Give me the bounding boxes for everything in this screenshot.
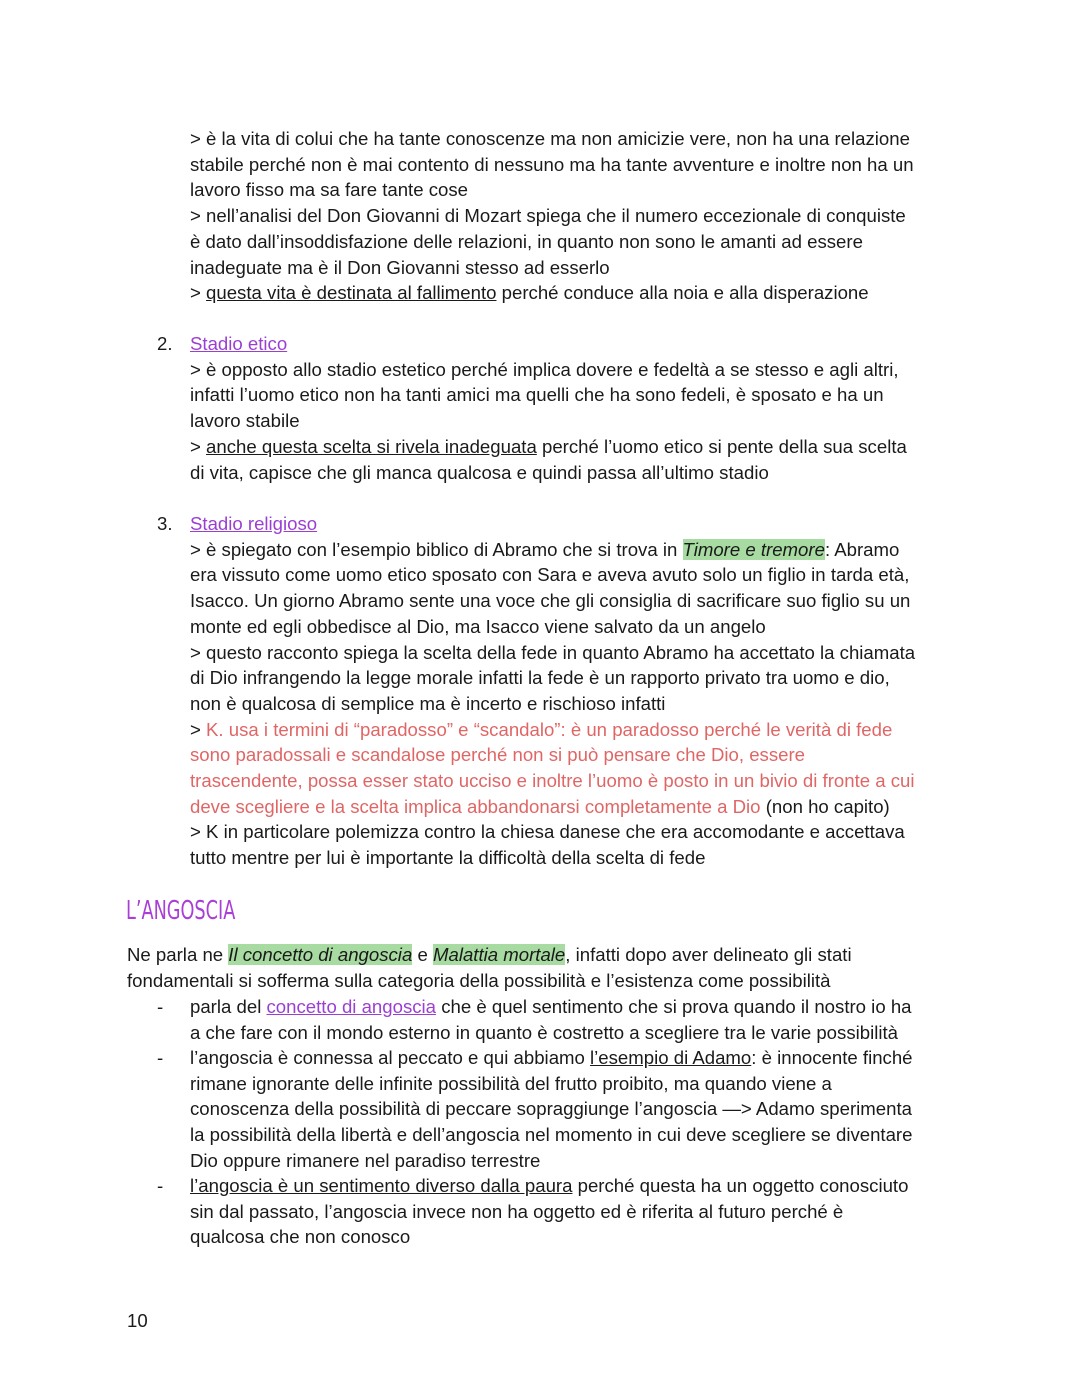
text-line: rimane ignorante delle infinite possibilità del frutto proibito, ma quando viene a: [190, 1072, 832, 1094]
text-run: che è quel sentimento che si prova quando il nostro io ha: [436, 996, 912, 1017]
text-run: e: [412, 944, 433, 965]
bullet-dash: -: [157, 1175, 164, 1196]
anguish-intro: [127, 942, 957, 993]
text-line: non è qualcosa di semplice ma è incerto e rischioso infatti: [190, 692, 666, 714]
underlined-phrase: questa vita è destinata al fallimento: [206, 282, 497, 304]
underlined-phrase: anche questa scelta si rivela inadeguata: [206, 435, 537, 457]
text-run: >: [190, 718, 207, 740]
text-line: Isacco. Un giorno Abramo sente una voce che gli consiglia di sacrificare suo figlio su un: [190, 590, 911, 612]
text-line: è dato dall’insoddisfazione delle relazioni, in quanto non sono le amanti ad essere: [190, 230, 863, 252]
text-line: sin dal passato, l’angoscia invece non ha oggetto ed è riferita al futuro perché è: [190, 1200, 844, 1222]
text-line: [190, 537, 960, 563]
text-line: > K in particolare polemizza contro la chiesa danese che era accomodante e accettava: [190, 821, 905, 843]
list-number: 2.: [157, 333, 173, 354]
text-run: > è spiegato con l’esempio biblico di Abramo che si trova in: [190, 538, 683, 560]
highlighted-title: Il concetto di angoscia: [228, 944, 413, 965]
concept-of-anguish-link[interactable]: concetto di angoscia: [266, 996, 437, 1017]
text-line: stabile perché non è mai contento di nessuno ma ha tante avventure e inoltre non ha un: [190, 153, 914, 175]
text-line: tutto mentre per lui è importante la difficoltà della scelta di fede: [190, 847, 706, 869]
religious-stage-link[interactable]: Stadio religioso: [190, 513, 318, 534]
text-line: [190, 434, 960, 460]
text-line: a che fare con il mondo esterno in quanto è costretto a scegliere tra le varie possibilità: [190, 1021, 898, 1043]
page-number: 10: [127, 1310, 148, 1331]
text-line: era vissuto come uomo etico sposato con Sara e aveva avuto solo un figlio in tarda età,: [190, 564, 910, 586]
text-run: Ne parla ne: [127, 944, 229, 965]
text-line: di Dio infrangendo la legge morale infatti la fede è un rapporto privato tra uomo e dio,: [190, 667, 890, 689]
bullet-dash: -: [157, 996, 164, 1017]
underlined-phrase: l’esempio di Adamo: [590, 1047, 752, 1068]
red-note: K. usa i termini di “paradosso” e “scandalo”: è un paradosso perché le verità di fede: [206, 718, 893, 740]
text-run: : Abramo: [824, 538, 900, 560]
text-line: [190, 994, 960, 1020]
text-line: [190, 794, 960, 820]
text-run: perché conduce alla noia e alla disperazione: [496, 282, 869, 304]
text-line: fondamentali si sofferma sulla categoria della possibilità e l’esistenza come possibilità: [127, 969, 831, 991]
text-run: , infatti dopo aver delineato gli stati: [565, 944, 852, 965]
ethical-stage-link[interactable]: Stadio etico: [190, 333, 288, 354]
text-line: [127, 942, 957, 968]
text-line: qualcosa che non conosco: [190, 1226, 411, 1248]
text-run: (non ho capito): [760, 795, 890, 817]
text-line: lavoro fisso ma sa fare tante cose: [190, 179, 469, 201]
text-line: monte ed egli obbedisce al Dio, ma Isacco viene salvato da un angelo: [190, 615, 766, 637]
text-line: conoscenza della possibilità di peccare sopraggiunge l’angoscia —> Adamo sperimenta: [190, 1098, 912, 1120]
text-line: infatti l’uomo etico non ha tanti amici ma quelli che ha sono fedeli, è sposato e ha un: [190, 384, 884, 406]
red-note-line: trascendente, possa esser stato ucciso e inoltre l’uomo è posto in un bivio di fronte a cui: [190, 770, 915, 792]
text-line: di vita, capisce che gli manca qualcosa e quindi passa all’ultimo stadio: [190, 461, 769, 483]
text-run: perché l’uomo etico si pente della sua scelta: [536, 435, 907, 457]
highlighted-title: Malattia mortale: [432, 944, 566, 965]
text-run: parla del: [190, 996, 267, 1017]
text-line: lavoro stabile: [190, 410, 300, 432]
text-line: > nell’analisi del Don Giovanni di Mozart spiega che il numero eccezionale di conquiste: [190, 205, 906, 227]
section-heading: L’ANGOSCIA: [126, 896, 236, 926]
red-note-line: sono paradossali e scandalose perché non si può pensare che Dio, essere: [190, 744, 806, 766]
red-note: deve scegliere e la scelta implica abbandonarsi completamente a Dio: [190, 795, 761, 817]
text-line: Dio oppure rimanere nel paradiso terrestre: [190, 1149, 541, 1171]
aesthetic-stage-text: [190, 126, 960, 306]
text-run: >: [190, 435, 207, 457]
text-line: > questo racconto spiega la scelta della fede in quanto Abramo ha accettato la chiamata: [190, 641, 916, 663]
bullet-dash: -: [157, 1047, 164, 1068]
list-item: [190, 1173, 960, 1250]
highlighted-title: Timore e tremore: [682, 538, 825, 560]
text-line: > è opposto allo stadio estetico perché implica dovere e fedeltà a se stesso e agli altri,: [190, 358, 899, 380]
text-line: [190, 717, 960, 743]
text-run: >: [190, 282, 207, 304]
list-item: [190, 1045, 960, 1174]
text-line: > è la vita di colui che ha tante conoscenze ma non amicizie vere, non ha una relazione: [190, 128, 910, 149]
text-line: [190, 1045, 960, 1071]
text-line: [190, 1173, 960, 1199]
list-number: 3.: [157, 513, 173, 534]
religious-stage-section: [190, 511, 960, 871]
ethical-stage-section: [190, 331, 960, 485]
text-run: : è innocente finché: [751, 1047, 913, 1068]
text-line: inadeguate ma è il Don Giovanni stesso ad esserlo: [190, 256, 610, 278]
text-line: la possibilità della libertà e dell’angoscia nel momento in cui deve scegliere se diventare: [190, 1124, 913, 1146]
text-run: l’angoscia è connessa al peccato e qui abbiamo: [190, 1047, 591, 1068]
text-run: perché questa ha un oggetto conosciuto: [572, 1175, 909, 1196]
text-line: [190, 280, 960, 306]
underlined-phrase: l’angoscia è un sentimento diverso dalla paura: [190, 1175, 573, 1196]
list-item: [190, 994, 960, 1045]
